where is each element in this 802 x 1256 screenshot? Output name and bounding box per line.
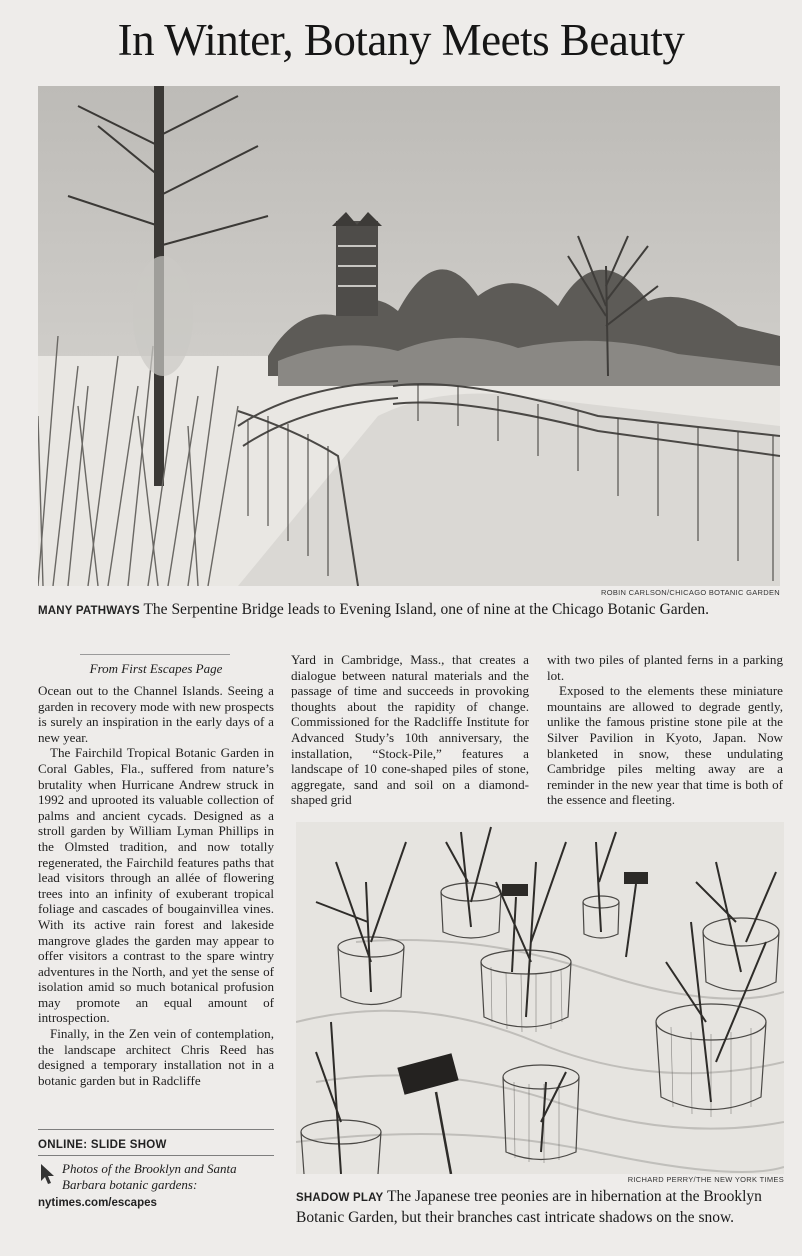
online-text: Photos of the Brooklyn and Santa Barbara botanic gardens: bbox=[62, 1161, 237, 1192]
article-column-3 bbox=[547, 652, 783, 808]
serpentine-bridge-photo bbox=[38, 86, 780, 586]
cursor-arrow-icon bbox=[40, 1163, 56, 1185]
photo2-caption-text: The Japanese tree peonies are in hibernation at the Brooklyn Botanic Garden, but their branches cast intricate shadows on the snow. bbox=[296, 1188, 762, 1226]
headline: In Winter, Botany Meets Beauty bbox=[117, 15, 685, 65]
photo1-caption bbox=[38, 600, 788, 621]
article-column-2 bbox=[291, 652, 529, 808]
photo1-caption-text: The Serpentine Bridge leads to Evening Island, one of nine at the Chicago Botanic Garden. bbox=[143, 601, 710, 618]
online-top-rule bbox=[38, 1129, 274, 1130]
col1-paragraph-1: Ocean out to the Channel Islands. Seeing a garden in recovery mode with new prospects is surely an inspiration in the early days of a new year. bbox=[38, 683, 274, 745]
photo2-credit: RICHARD PERRY/THE NEW YORK TIMES bbox=[627, 1175, 784, 1184]
col1-paragraph-3: Finally, in the Zen vein of contemplation, the landscape architect Chris Reed has designed a temporary installation not in a botanic garden but in Radcliffe bbox=[38, 1026, 274, 1088]
online-link[interactable]: nytimes.com/escapes bbox=[38, 1197, 157, 1209]
photo1-credit: ROBIN CARLSON/CHICAGO BOTANIC GARDEN bbox=[600, 588, 780, 597]
tree-peonies-photo bbox=[296, 822, 784, 1174]
online-heading: ONLINE: SLIDE SHOW bbox=[38, 1139, 167, 1151]
jump-rule bbox=[80, 654, 230, 655]
jump-line: From First Escapes Page bbox=[89, 661, 223, 676]
online-mid-rule bbox=[38, 1155, 274, 1156]
col2-paragraph-1: Yard in Cambridge, Mass., that creates a dialogue between natural materials and the passage of time and succeeds in provoking thoughts about the rapidity of change. Commissioned for the Radcliffe Institute for Advanced Study’s 10th anniversary, the installation, “Stock-Pile,” features a landscape of 10 cone-shaped piles of stone, aggregate, sand and soil on a diamond-shaped grid bbox=[291, 652, 529, 808]
col3-paragraph-1: with two piles of planted ferns in a parking lot. bbox=[547, 652, 783, 683]
col1-paragraph-2: The Fairchild Tropical Botanic Garden in Coral Gables, Fla., suffered from nature’s brutality when Hurricane Andrew struck in 1992 and uprooted its valuable collection of palms and ancient cycads. Designed as a stroll garden by William Lyman Phillips in the Olmsted tradition, and now totally regenerated, the Fairchild features paths that lead visitors through an allée of flowering trees into an infinity of exuberant tropical foliage and cascades of bougainvillea vines. With its active rain forest and lakeside mangrove glades the garden may appear to offer visitors a contrast to the spare wintry adventures in the North, and yet the sense of isolation amid so much botanical profusion may promote an equal amount of introspection. bbox=[38, 745, 274, 1026]
article-column-1 bbox=[38, 683, 274, 1088]
photo2-caption bbox=[296, 1187, 786, 1227]
photo1-caption-kicker: MANY PATHWAYS bbox=[38, 605, 140, 617]
photo2-caption-kicker: SHADOW PLAY bbox=[296, 1192, 384, 1204]
col3-paragraph-2: Exposed to the elements these miniature mountains are allowed to degrade gently, unlike the famous pristine stone pile at the Silver Pavilion in Kyoto, Japan. Now blanketed in snow, these undulating Cambridge piles melting away are a reminder in the new year that time is both of the essence and fleeting. bbox=[547, 683, 783, 808]
